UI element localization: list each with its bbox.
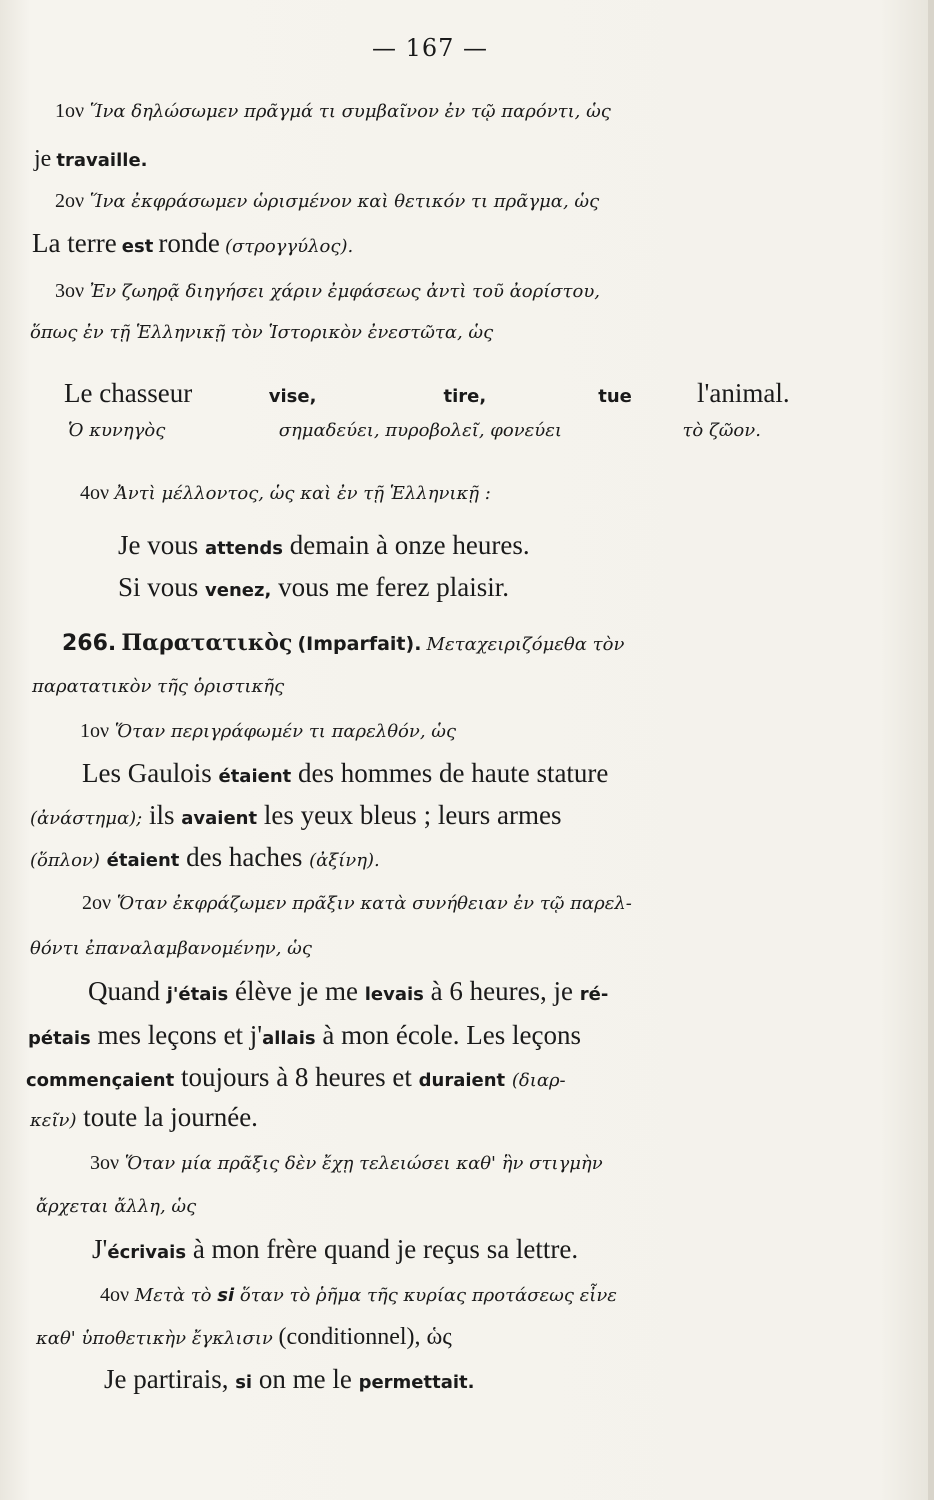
para-3-line-2: ὅπως ἐν τῇ Ἑλληνικῇ τὸν Ἱστορικὸν ἐνεστῶτα, ὡς [30,322,494,343]
para-4-line-1: 4ον Ἀντὶ μέλλοντος, ὡς καὶ ἐν τῇ Ἑλληνικῇ : [80,482,491,504]
section-266-heading: 266. Παρατατικὸς (Imparfait). Μεταχειριζόμεθα τὸν [62,630,625,656]
s1-line-3: (ὅπλον) étaient des haches (ἀξίνη). [30,842,380,872]
s1-line-1: Les Gaulois étaient des hommes de haute stature [82,758,609,788]
para-2-line-2: La terre est ronde (στρογγύλος). [32,228,354,258]
s2-line-1: Quand j'étais élève je me levais à 6 heures, je ré- [88,976,609,1006]
s4-line-1: Je partirais, si on me le permettait. [104,1364,475,1394]
example-table-greek: Ὁ κυνηγὸς σημαδεύει, πυροβολεῖ, φονεύει τὸ ζῶον. [68,420,761,441]
page-number: — 167 — [371,34,489,62]
s1-line-2: (ἀνάστημα); ils avaient les yeux bleus ; leurs armes [30,800,562,830]
example-4b: Si vous venez, vous me ferez plaisir. [118,572,509,602]
s3-intro-1: 3ον Ὅταν μία πρᾶξις δὲν ἔχῃ τελειώσει καθ' ἣν στιγμὴν [90,1152,603,1174]
para-3-line-1: 3ον Ἐν ζωηρᾷ διηγήσει χάριν ἐμφάσεως ἀντὶ τοῦ ἀορίστου, [55,280,601,302]
s2-line-3: commençaient toujours à 8 heures et duraient (διαρ- [26,1062,566,1092]
s3-intro-2: ἄρχεται ἄλλη, ὡς [36,1196,197,1217]
s2-intro-2: θόντι ἐπαναλαμβανομένην, ὡς [30,938,312,959]
s2-line-4: κεῖν) toute la journée. [30,1102,258,1132]
para-2-line-1: 2ον Ἵνα ἐκφράσωμεν ὡρισμένον καὶ θετικόν τι πρᾶγμα, ὡς [55,190,600,212]
para-1-line-1: 1ον Ἵνα δηλώσωμεν πρᾶγμά τι συμβαῖνον ἐν τῷ παρόντι, ὡς [55,100,611,122]
para-1-line-2: je travaille. [34,146,148,172]
s2-intro-1: 2ον Ὅταν ἐκφράζωμεν πρᾶξιν κατὰ συνήθειαν ἐν τῷ παρελ- [82,892,632,914]
page-edge [928,0,934,1500]
s4-intro-1: 4ον Μετὰ τὸ si ὅταν τὸ ῥῆμα τῆς κυρίας προτάσεως εἶνε [100,1284,617,1306]
s3-line-1: J'écrivais à mon frère quand je reçus sa lettre. [92,1234,579,1264]
example-table-french: Le chasseur vise, tire, tue l'animal. [64,378,790,408]
s4-intro-2: καθ' ὑποθετικὴν ἔγκλισιν (conditionnel), ὡς [36,1324,452,1350]
s1-intro: 1ον Ὅταν περιγράφωμέν τι παρελθόν, ὡς [80,720,457,742]
s2-line-2: pétais mes leçons et j'allais à mon école. Les leçons [28,1020,581,1050]
section-266-line-2: παρατατικὸν τῆς ὁριστικῆς [32,676,285,697]
example-4a: Je vous attends demain à onze heures. [118,530,530,560]
